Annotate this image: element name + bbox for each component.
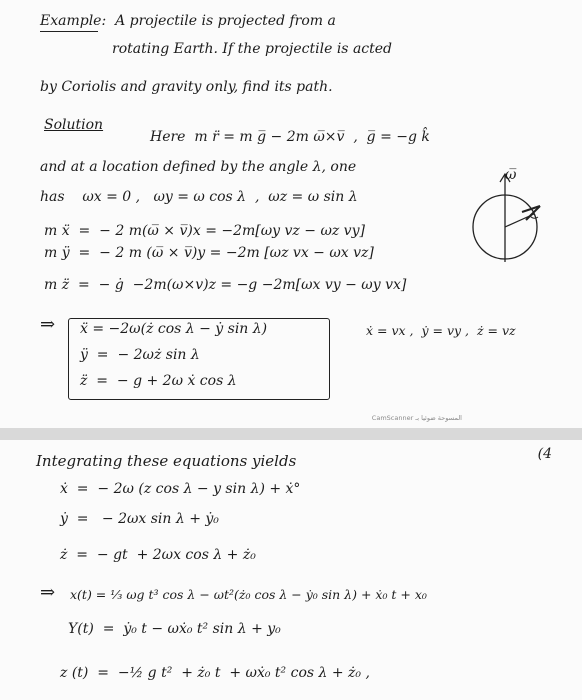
solution-label: Solution xyxy=(44,117,104,133)
z-component-eq: m z̈ = − ġ −2m(ω×v)z = −g −2m[ωx vy − ωy vx] xyxy=(44,277,407,293)
x-component-eq: m ẍ = − 2 m(ω̅ × v̅)x = −2m[ωy vz − ωz vy] xyxy=(44,223,365,239)
omega-components: has ωx = 0 , ωy = ω cos λ , ωz = ω sin λ xyxy=(40,189,358,205)
z-dot-integrated: ż = − gt + 2ωx cos λ + ż₀ xyxy=(60,547,256,563)
example-underline xyxy=(40,31,98,32)
earth-rotation-figure xyxy=(460,172,560,262)
y-double-dot-result: ÿ = − 2ωż sin λ xyxy=(80,347,200,363)
x-dot-integrated: ẋ = − 2ω (z cos λ − y sin λ) + ẋ° xyxy=(60,481,301,497)
omega-figure-label: ω̅ xyxy=(505,167,517,183)
location-text: and at a location defined by the angle λ, one xyxy=(40,159,357,175)
integrating-heading: Integrating these equations yields xyxy=(36,452,297,470)
y-dot-integrated: ẏ = − 2ωx sin λ + ẏ₀ xyxy=(60,511,219,527)
camscanner-watermark: CamScanner ﺍﻟﻤﺴﻮﺣﺔ ﺿﻮﺋﻴﺎ ﺑـ xyxy=(371,414,462,422)
y-component-eq: m ÿ = − 2 m (ω̅ × v̅)y = −2m [ωz vx − ωx vz] xyxy=(44,245,374,261)
y-of-t: Y(t) = ẏ₀ t − ωẋ₀ t² sin λ + y₀ xyxy=(68,621,281,637)
implies-arrow: ⇒ xyxy=(40,314,56,335)
velocity-relations: ẋ = vx , ẏ = vy , ż = vz xyxy=(366,323,516,338)
implies-arrow-2: ⇒ xyxy=(40,582,56,603)
notes-page-2 xyxy=(0,440,582,700)
z-of-t: z (t) = −½ g t² + ż₀ t + ωẋ₀ t² cos λ + ż₀ , xyxy=(60,665,370,681)
x-double-dot-result: ẍ = −2ω(ż cos λ − ẏ sin λ) xyxy=(80,321,268,337)
example-heading: Example: A projectile is projected from a xyxy=(40,13,336,29)
equation-of-motion: Here m r̈ = m g̅ − 2m ω̅×v̅ , g̅ = −g k̂ xyxy=(150,129,430,145)
z-double-dot-result: z̈ = − g + 2ω ẋ cos λ xyxy=(80,373,237,389)
problem-line-3: by Coriolis and gravity only, find its path. xyxy=(40,79,333,95)
x-of-t: x(t) = ⅓ ωg t³ cos λ − ωt²(ż₀ cos λ − ẏ₀ sin λ) + ẋ₀ t + x₀ xyxy=(70,587,427,602)
problem-line-2: rotating Earth. If the projectile is acted xyxy=(112,41,393,57)
page-number: (4 xyxy=(537,446,552,462)
